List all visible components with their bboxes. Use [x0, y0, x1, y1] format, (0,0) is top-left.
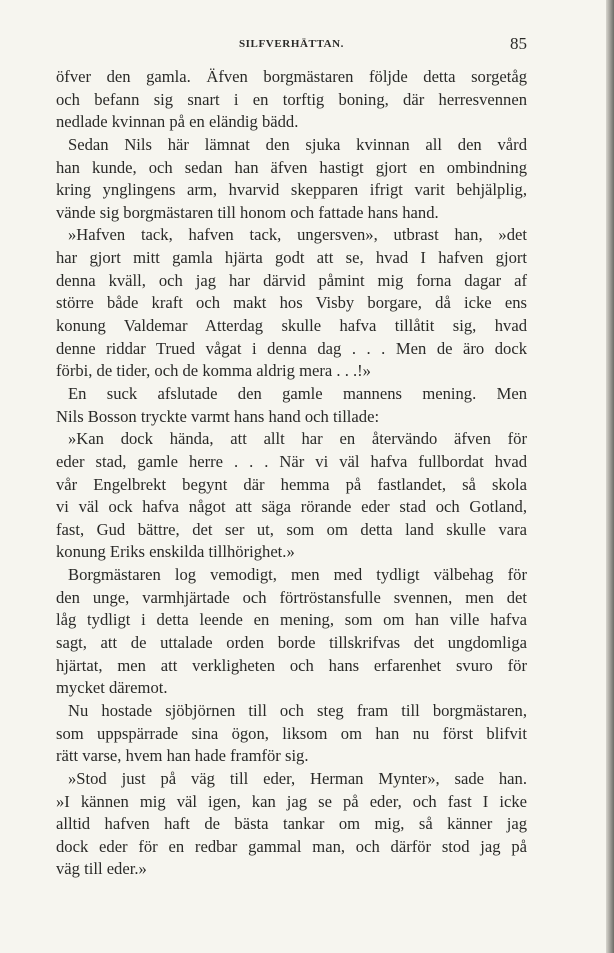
text-line: »I kännen mig väl igen, kan jag se på eder, och fast I icke: [56, 791, 527, 811]
text-line: denna kväll, och jag har därvid påmint mig forna dagar af: [56, 270, 527, 290]
text-line: han kunde, och sedan han äfven hastigt gjort en ombindning: [56, 157, 527, 177]
text-line: fast, Gud bättre, det ser ut, som om detta land skulle vara: [56, 519, 527, 539]
text-line: »Stod just på väg till eder, Herman Mynter», sade han.: [68, 768, 527, 788]
running-title: SILFVERHÄTTAN.: [238, 38, 345, 50]
text-line: vår Engelbrekt begynt där hemma på fastlandet, så skola: [56, 474, 527, 494]
text-line: förbi, de tider, och de komma aldrig mera . . .!»: [56, 361, 371, 381]
text-line: låg tydligt i detta leende en mening, som om han ville hafva: [56, 610, 527, 630]
text-line: mycket däremot.: [56, 678, 168, 698]
text-line: »Hafven tack, hafven tack, ungersven», utbrast han, »det: [68, 225, 527, 245]
text-line: En suck afslutade den gamle mannens mening. Men: [68, 383, 527, 403]
page-header: [56, 34, 527, 54]
text-line: hjärtat, men att verkligheten och hans erfarenhet svuro för: [56, 655, 527, 675]
text-line: eder stad, gamle herre . . . När vi väl hafva fullbordat hvad: [56, 451, 527, 471]
text-line: dock eder för en redbar gammal man, och därför stod jag på: [56, 836, 527, 856]
text-line: har gjort mitt gamla hjärta godt att se, hvad I hafven gjort: [56, 248, 527, 268]
text-line: Sedan Nils här lämnat den sjuka kvinnan all den vård: [68, 134, 527, 154]
text-line: och befann sig snart i en torftig boning, där herresvennen: [56, 89, 527, 109]
text-line: öfver den gamla. Äfven borgmästaren följde detta sorgetåg: [56, 67, 527, 86]
text-line: sagt, att de uttalade orden borde tillskrifvas det ungdomliga: [56, 633, 527, 653]
text-line: rätt varse, hvem han hade framför sig.: [56, 746, 309, 766]
text-line: alltid hafven haft de bästa tankar om mig, så känner jag: [56, 814, 527, 834]
text-line: Borgmästaren log vemodigt, men med tydligt välbehag för: [68, 565, 527, 585]
text-line: väg till eder.»: [56, 859, 147, 879]
text-line: konung Eriks enskilda tillhörighet.»: [56, 542, 295, 562]
page-edge-shadow: [606, 0, 614, 953]
text-line: den unge, varmhjärtade och förtröstansfulle svennen, men det: [56, 587, 527, 607]
page-number: 85: [510, 34, 527, 53]
text-line: konung Valdemar Atterdag skulle hafva tillåtit sig, hvad: [56, 316, 527, 336]
text-line: som uppspärrade sina ögon, liksom om han nu först blifvit: [56, 723, 527, 743]
body-text: [56, 66, 527, 881]
text-line: Nils Bosson tryckte varmt hans hand och tillade:: [56, 406, 380, 426]
text-line: vi väl ock hafva något att säga rörande eder stad och Gotland,: [56, 497, 527, 517]
text-line: »Kan dock hända, att allt har en återvändo äfven för: [68, 429, 527, 449]
text-line: kring ynglingens arm, hvarvid skepparen ifrigt varit behjälplig,: [56, 180, 527, 200]
text-line: vände sig borgmästaren till honom och fattade hans hand.: [56, 202, 439, 222]
text-line: större både kraft och makt hos Visby borgare, då icke ens: [56, 293, 527, 313]
text-line: Nu hostade sjöbjörnen till och steg fram till borgmästaren,: [68, 700, 527, 720]
text-line: nedlade kvinnan på en eländig bädd.: [56, 112, 299, 132]
text-line: denne riddar Trued vågat i denna dag . . . Men de äro dock: [56, 338, 527, 358]
